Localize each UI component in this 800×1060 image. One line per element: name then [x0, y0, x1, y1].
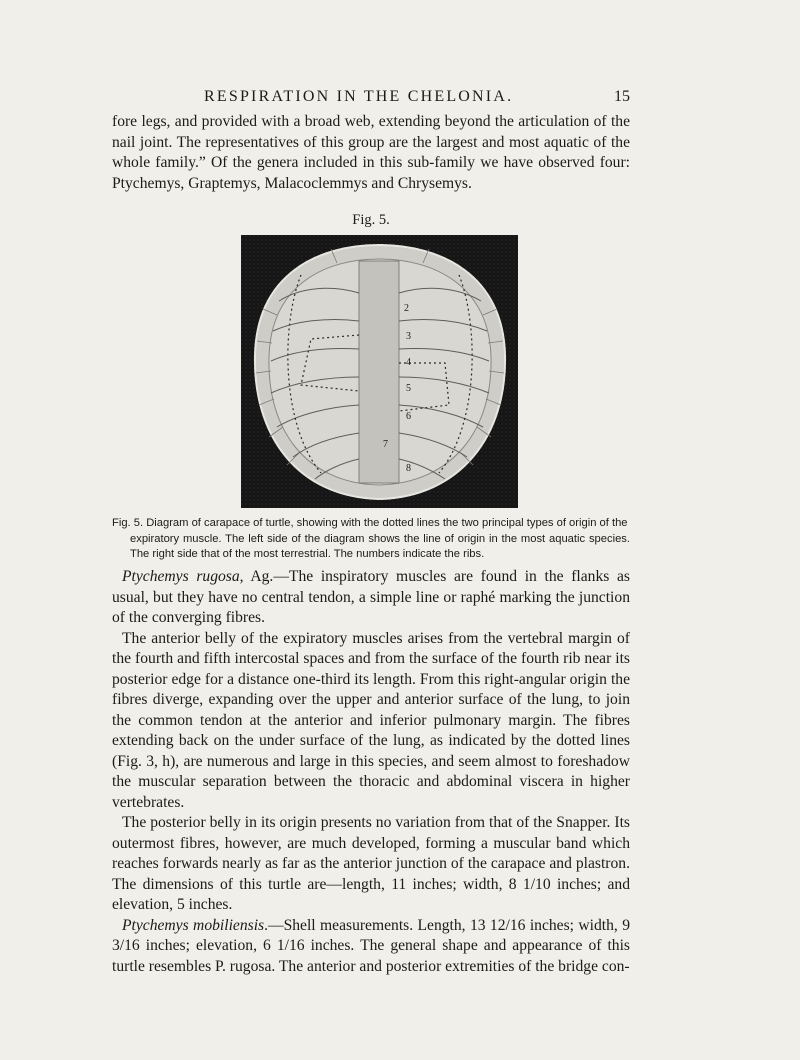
rib-number-2: 2: [404, 303, 409, 314]
figure-caption: [112, 516, 630, 563]
posterior-belly-paragraph: The posterior belly in its origin presents no variation from that of the Snapper. Its outermost fibres, however, are much developed, forming a muscular band which reaches forwards nearly as far as the anterior junction of the carapace and plastron. The dimensions of this turtle are—length, 11 inches; width, 8 1/10 inches; and elevation, 5 inches.: [112, 814, 630, 913]
anterior-belly-paragraph: The anterior belly of the expiratory muscles arises from the vertebral margin of the fourth and fifth intercostal spaces and from the surface of the fourth rib near its posterior edge for a distance one-third its length. From this right-angular origin the fibres diverge, expanding over the upper and anterior surface of the lung, to join the common tendon at the anterior and inferior pulmonary margin. The fibres extending back on the under surface of the lung, as indicated by the dotted lines (Fig. 3, h), are numerous and large in this species, and seem almost to foreshadow the muscular separation between the thoracic and abdominal viscera in higher vertebrates.: [112, 629, 630, 811]
vertebral-column: [359, 261, 399, 483]
species-name-mobiliensis: Ptychemys mobiliensis: [122, 916, 265, 934]
rib-number-6: 6: [406, 411, 411, 422]
carapace-diagram: [241, 235, 518, 508]
caption-line-2: expiratory muscle. The left side of the diagram shows the line of origin in the most aquatic species. The right side that of the most terrestrial. The numbers indicate the ribs.: [130, 532, 630, 560]
rugosa-intro: , Ag.—The inspiratory muscles are found in the flanks as usual, but they have no central tendon, a simple line or raphé marking the junction of the converging fibres.: [112, 568, 630, 626]
running-title: RESPIRATION IN THE CHELONIA.: [204, 88, 514, 105]
rib-number-7: 7: [383, 439, 388, 450]
ptychemys-rugosa-paragraph: [112, 567, 630, 629]
mobiliensis-text: .—Shell measurements. Length, 13 12/16 inches; width, 9 3/16 inches; elevation, 6 1/16 inches. The general shape and appearance of this turtle resembles P. rugosa. The anterior and posterior extremities of the bridge con-: [112, 916, 630, 975]
rib-number-4: 4: [406, 357, 411, 368]
caption-line-1: Fig. 5. Diagram of carapace of turtle, showing with the dotted lines the two principal types of origin of the: [112, 517, 628, 529]
rib-number-3: 3: [406, 331, 411, 342]
ptychemys-mobiliensis-paragraph: [112, 916, 630, 978]
carapace-diagram-svg: [241, 235, 518, 508]
rib-number-5: 5: [406, 383, 411, 394]
body-text: [112, 567, 630, 977]
paragraph-1: fore legs, and provided with a broad web, extending beyond the articulation of the nail joint. The representatives of this group are the largest and most aquatic of the whole family.” Of the genera included in this sub-family we have observed four: Ptychemys, Graptemys, Malacoclemmys and Chrysemys.: [112, 113, 630, 192]
opening-paragraph: [112, 112, 630, 194]
rib-number-8: 8: [406, 463, 411, 474]
figure-label: Fig. 5.: [352, 212, 390, 228]
page-number: 15: [614, 88, 630, 105]
species-name-rugosa: Ptychemys rugosa: [122, 568, 240, 585]
